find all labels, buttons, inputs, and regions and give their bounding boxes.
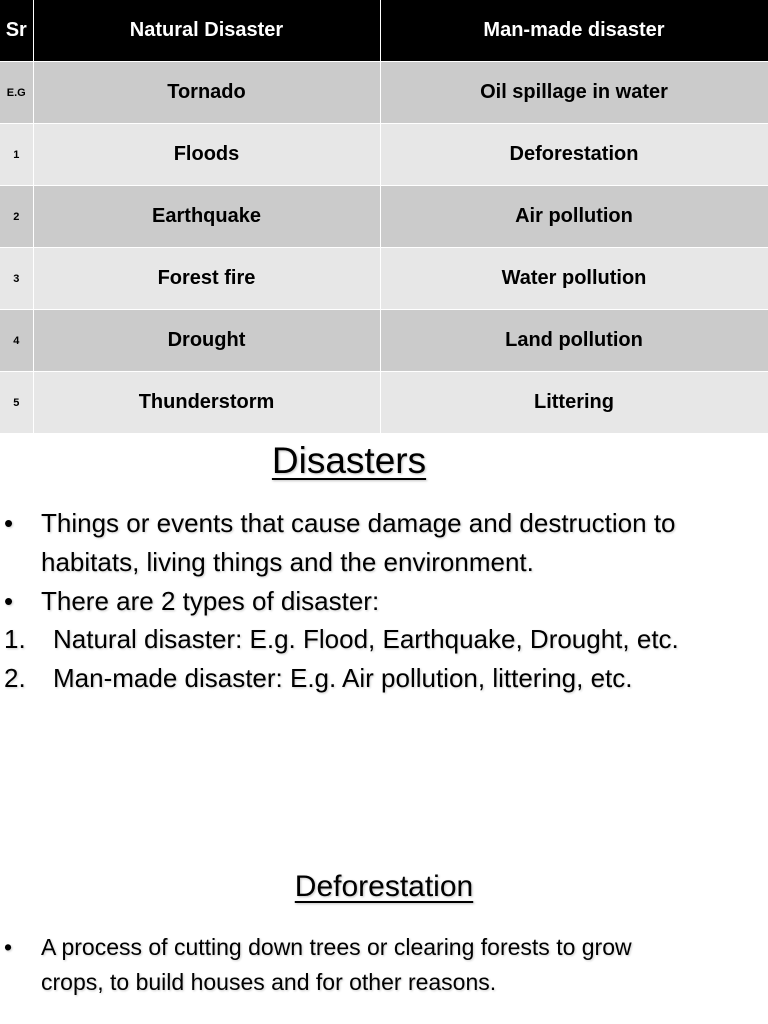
list-item-text: Natural disaster: E.g. Flood, Earthquake, Drought, etc. xyxy=(53,624,679,654)
manmade-cell: Deforestation xyxy=(380,124,768,186)
manmade-cell: Oil spillage in water xyxy=(380,62,768,124)
natural-cell: Thunderstorm xyxy=(33,372,380,434)
deforestation-heading: Deforestation xyxy=(294,870,474,903)
table-row xyxy=(0,372,768,434)
sr-cell: 1 xyxy=(0,124,33,186)
natural-cell: Drought xyxy=(33,310,380,372)
natural-cell: Earthquake xyxy=(33,186,380,248)
bullet-text: There are 2 types of disaster: xyxy=(41,586,380,616)
natural-cell: Forest fire xyxy=(33,248,380,310)
sr-cell: 3 xyxy=(0,248,33,310)
table-row xyxy=(0,124,768,186)
list-item-text: Man-made disaster: E.g. Air pollution, littering, etc. xyxy=(53,663,633,693)
header-natural-disaster: Natural Disaster xyxy=(33,0,380,62)
bullet-icon: • xyxy=(4,508,14,538)
bullet-icon: • xyxy=(4,934,13,960)
sr-cell: 4 xyxy=(0,310,33,372)
disasters-heading: Disasters xyxy=(271,440,427,481)
manmade-cell: Littering xyxy=(380,372,768,434)
bullet-text: crops, to build houses and for other reasons. xyxy=(41,969,497,995)
table-row xyxy=(0,310,768,372)
list-number: 1. xyxy=(4,624,26,654)
bullet-text: habitats, living things and the environment. xyxy=(41,547,534,577)
bullet-text: Things or events that cause damage and destruction to xyxy=(41,508,676,538)
table-row xyxy=(0,248,768,310)
sr-cell: 2 xyxy=(0,186,33,248)
natural-cell: Tornado xyxy=(33,62,380,124)
table-row xyxy=(0,62,768,124)
disaster-table xyxy=(0,0,768,434)
manmade-cell: Air pollution xyxy=(380,186,768,248)
header-sr: Sr xyxy=(0,0,33,62)
manmade-cell: Land pollution xyxy=(380,310,768,372)
manmade-cell: Water pollution xyxy=(380,248,768,310)
sr-cell: 5 xyxy=(0,372,33,434)
sr-cell: E.G xyxy=(0,62,33,124)
table-row xyxy=(0,186,768,248)
list-number: 2. xyxy=(4,663,26,693)
natural-cell: Floods xyxy=(33,124,380,186)
bullet-icon: • xyxy=(4,586,14,616)
header-man-made-disaster: Man-made disaster xyxy=(380,0,768,62)
bullet-text: A process of cutting down trees or clearing forests to grow xyxy=(41,934,632,960)
table-header-row xyxy=(0,0,768,62)
